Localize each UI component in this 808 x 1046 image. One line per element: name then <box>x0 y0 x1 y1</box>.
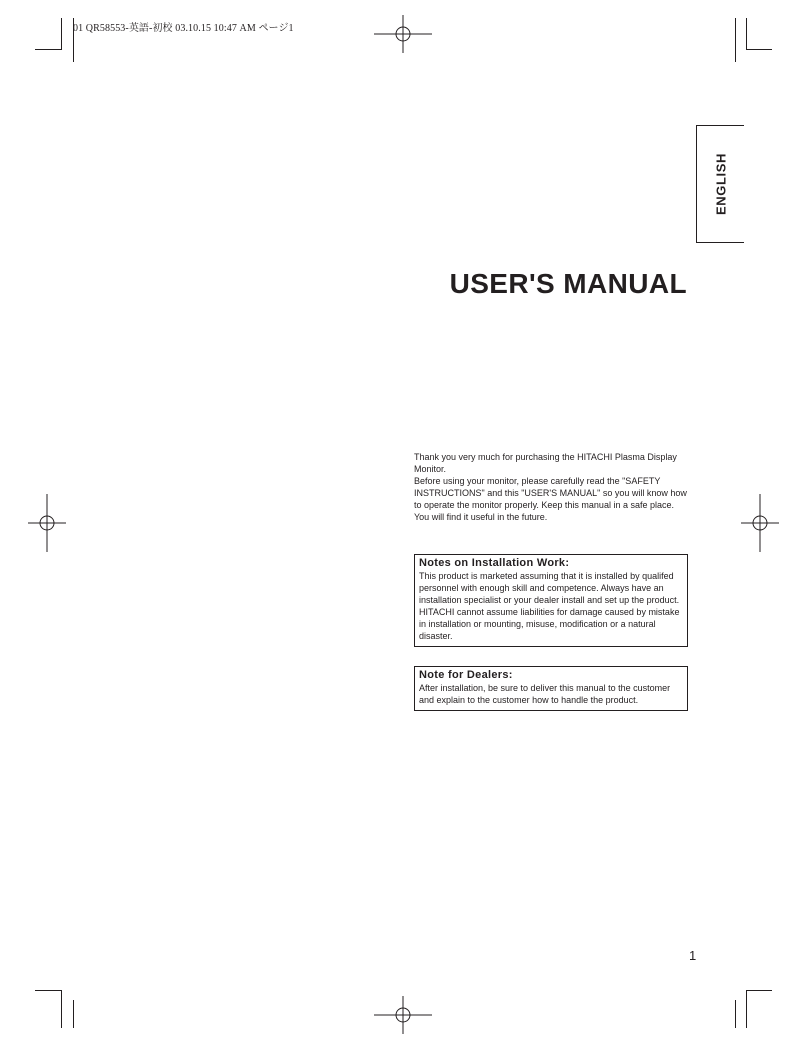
registration-mark-right <box>741 494 779 552</box>
dealer-note-heading: Note for Dealers: <box>419 669 513 681</box>
crop-mark <box>61 18 62 50</box>
crop-mark <box>735 18 736 62</box>
crop-mark <box>73 1000 74 1028</box>
page-title: USER'S MANUAL <box>449 268 687 299</box>
crop-mark <box>735 1000 736 1028</box>
crop-mark <box>746 18 747 50</box>
crop-mark <box>746 990 747 1028</box>
registration-mark-top <box>374 15 432 53</box>
crop-mark <box>35 49 61 50</box>
crop-mark <box>61 990 62 1028</box>
intro-text <box>414 451 690 523</box>
dealer-note-box <box>414 666 688 711</box>
crop-mark <box>746 990 772 991</box>
installation-note-box <box>414 554 688 647</box>
language-tab-label: ENGLISH <box>713 153 728 215</box>
crop-mark <box>35 990 61 991</box>
print-slug: 01 QR58553-英語-初校 03.10.15 10:47 AM ページ1 <box>73 23 294 34</box>
language-tab <box>696 125 744 243</box>
installation-note-heading: Notes on Installation Work: <box>419 557 570 569</box>
intro-paragraph: Before using your monitor, please carefully read the "SAFETY INSTRUCTIONS" and this "USER'S MANUAL" so you will know how to operate the monitor properly. Keep this manual in a safe place. You will find it useful in the future. <box>414 476 687 522</box>
crop-mark <box>746 49 772 50</box>
registration-mark-left <box>28 494 66 552</box>
registration-mark-bottom <box>374 996 432 1034</box>
intro-paragraph: Thank you very much for purchasing the HITACHI Plasma Display Monitor. <box>414 452 677 474</box>
dealer-note-body: After installation, be sure to deliver this manual to the customer and explain to the customer how to handle the product. <box>419 683 671 705</box>
page-number: 1 <box>689 948 697 963</box>
installation-note-body: This product is marketed assuming that it is installed by qualifed personnel with enough skill and competence. Always have an installation specialist or your dealer install and set up the product. HITACHI cannot assume liabilities for damage caused by mistake in installation or mounting, misuse, modification or a natural disaster. <box>419 571 680 641</box>
